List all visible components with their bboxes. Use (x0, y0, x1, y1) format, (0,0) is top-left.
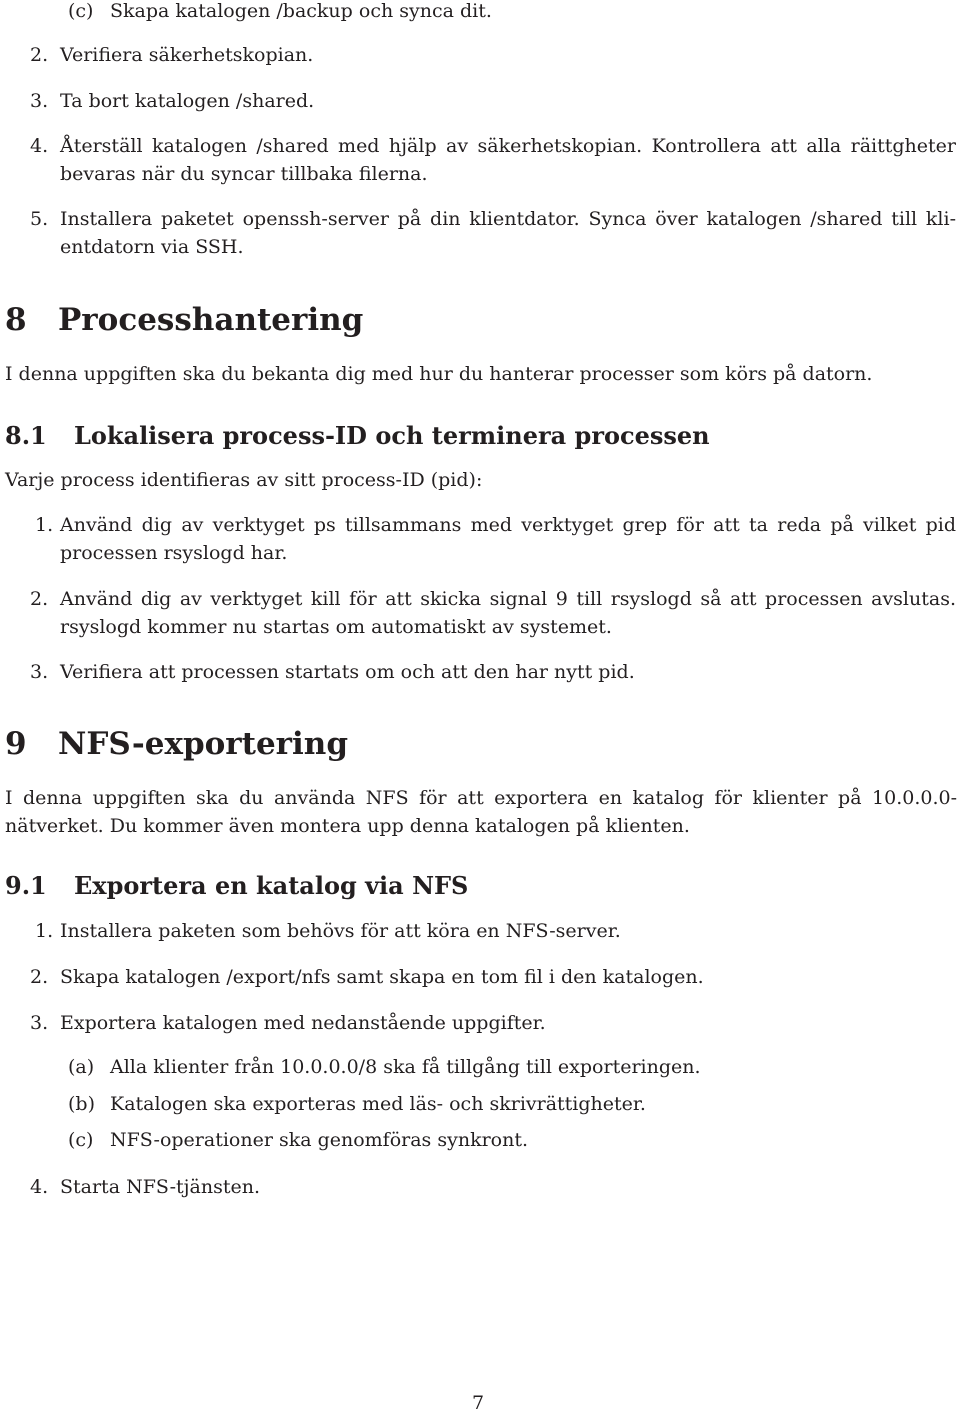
list-text: Använd dig av verktyget ps tillsammans med verktyget grep för att ta reda på vilket pid (60, 514, 956, 536)
section-8-intro: I denna uppgiften ska du bekanta dig med hur du hanterar processer som körs på datorn. (5, 363, 873, 385)
list-marker: 3. (30, 1012, 49, 1034)
page-number: 7 (472, 1392, 485, 1414)
section-title: NFS-exportering (58, 726, 348, 762)
section-number: 8 (5, 302, 27, 338)
list-marker: (c) (68, 0, 94, 22)
list-text: Skapa katalogen /backup och synca dit. (110, 0, 492, 22)
list-text: Verifiera att processen startats om och att den har nytt pid. (60, 661, 635, 683)
section-9-intro: nätverket. Du kommer även montera upp denna katalogen på klienten. (5, 815, 690, 837)
list-text: bevaras när du syncar tillbaka filerna. (60, 163, 428, 185)
list-marker: 2. (30, 588, 49, 610)
list-marker: 2. (30, 44, 49, 66)
list-text: Starta NFS-tjänsten. (60, 1176, 261, 1198)
list-marker: (a) (68, 1056, 95, 1078)
list-text: Verifiera säkerhetskopian. (60, 44, 314, 66)
list-marker: 3. (30, 661, 49, 683)
subsection-8-1-intro: Varje process identifieras av sitt process-ID (pid): (5, 469, 483, 491)
list-text: Återställ katalogen /shared med hjälp av säkerhetskopian. Kontrollera att alla räittgheter (60, 135, 956, 157)
list-text: processen rsyslogd har. (60, 542, 288, 564)
subsection-number: 8.1 (5, 421, 47, 450)
list-marker: 1. (35, 514, 54, 536)
subsection-title: Lokalisera process-ID och terminera processen (74, 421, 710, 450)
subsection-title: Exportera en katalog via NFS (74, 871, 469, 900)
list-marker: (c) (68, 1129, 94, 1151)
list-text: Skapa katalogen /export/nfs samt skapa en tom fil i den katalogen. (60, 966, 704, 988)
list-text: Använd dig av verktyget kill för att skicka signal 9 till rsyslogd så att processen avslutas. (60, 588, 956, 610)
list-marker: 4. (30, 135, 49, 157)
list-marker: 3. (30, 90, 49, 112)
list-marker: 4. (30, 1176, 49, 1198)
list-text: Katalogen ska exporteras med läs- och skrivrättigheter. (110, 1093, 646, 1115)
list-marker: 5. (30, 208, 49, 230)
list-text: Ta bort katalogen /shared. (60, 90, 315, 112)
subsection-number: 9.1 (5, 871, 47, 900)
list-text: NFS-operationer ska genomföras synkront. (110, 1129, 529, 1151)
list-text: entdatorn via SSH. (60, 236, 244, 258)
list-text: rsyslogd kommer nu startas om automatiskt av systemet. (60, 616, 612, 638)
list-text: Alla klienter från 10.0.0.0/8 ska få tillgång till exporteringen. (110, 1056, 701, 1078)
section-9-intro: I denna uppgiften ska du använda NFS för att exportera en katalog för klienter på 10.0.0.0- (5, 787, 957, 809)
list-text: Exportera katalogen med nedanstående uppgifter. (60, 1012, 546, 1034)
section-number: 9 (5, 726, 27, 762)
list-marker: 1. (35, 920, 54, 942)
list-marker: (b) (68, 1093, 95, 1115)
list-marker: 2. (30, 966, 49, 988)
list-text: Installera paketen som behövs för att köra en NFS-server. (60, 920, 621, 942)
list-text: Installera paketet openssh-server på din klientdator. Synca över katalogen /shared till kli- (60, 208, 956, 230)
section-title: Processhantering (58, 302, 364, 338)
